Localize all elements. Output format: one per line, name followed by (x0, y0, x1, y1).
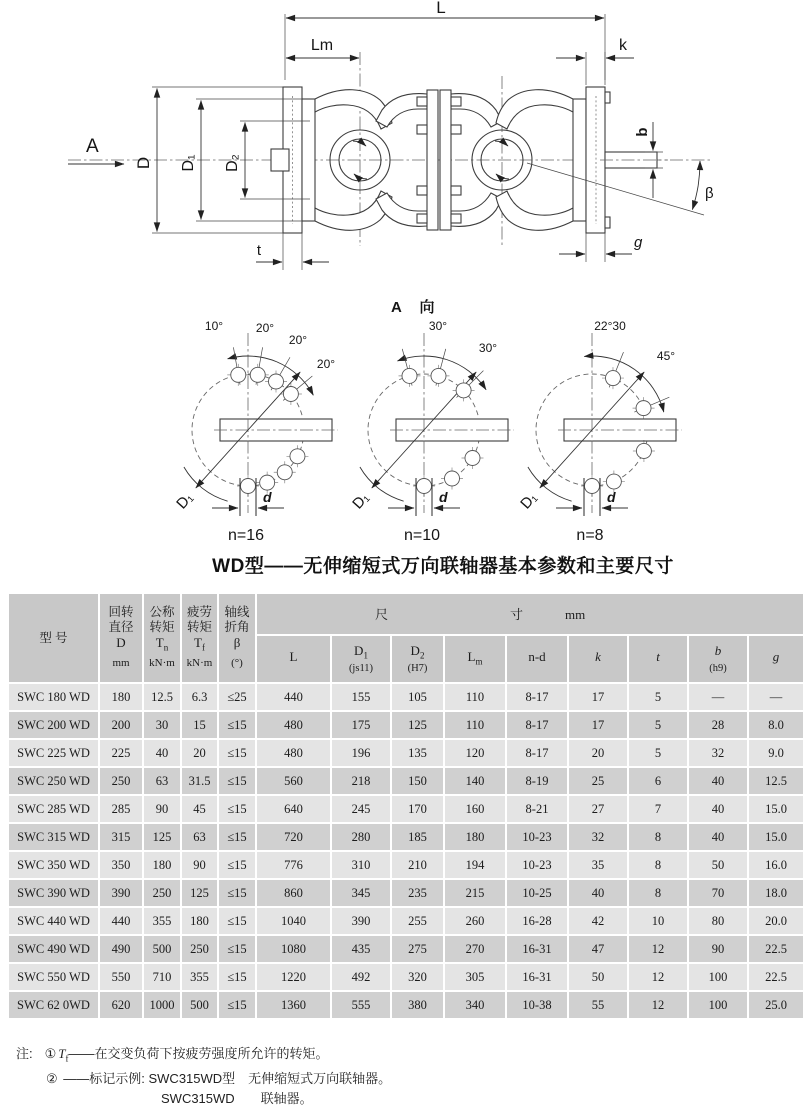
value-cell: 125 (181, 879, 218, 907)
value-cell: 5 (628, 739, 688, 767)
value-cell: 185 (391, 823, 444, 851)
value-cell: 28 (688, 711, 748, 739)
model-cell: SWC 490 WD (8, 935, 99, 963)
value-cell: 32 (568, 823, 628, 851)
value-cell: 315 (99, 823, 143, 851)
value-cell: ≤15 (218, 795, 256, 823)
table-row (8, 879, 804, 907)
col-header-k: k (568, 635, 628, 683)
dim-d-label: d (263, 489, 272, 505)
value-cell: 47 (568, 935, 628, 963)
dim-D1: D₁ (180, 154, 197, 172)
value-cell: 355 (143, 907, 181, 935)
value-cell: ≤15 (218, 963, 256, 991)
value-cell: 22.5 (748, 935, 804, 963)
value-cell: 8-21 (506, 795, 568, 823)
value-cell: 180 (181, 907, 218, 935)
bolt-hole (417, 479, 432, 494)
value-cell: 255 (391, 907, 444, 935)
value-cell: 25 (568, 767, 628, 795)
value-cell: 350 (99, 851, 143, 879)
col-header-Lm: $L_m$ (444, 635, 506, 683)
value-cell: 1040 (256, 907, 331, 935)
value-cell: 8 (628, 851, 688, 879)
col-header-axis-angle: 轴线 折角 β (°) (218, 593, 256, 683)
value-cell: 10-38 (506, 991, 568, 1019)
bolt-hole (260, 475, 275, 490)
value-cell: 120 (444, 739, 506, 767)
dim-D1-label: D₁ (173, 489, 197, 513)
value-cell: 490 (99, 935, 143, 963)
value-cell: 70 (688, 879, 748, 907)
table-row (8, 767, 804, 795)
model-cell: SWC 62 0WD (8, 991, 99, 1019)
value-cell: 250 (143, 879, 181, 907)
value-cell: — (748, 683, 804, 711)
bolt-count-caption: n=10 (403, 527, 441, 544)
value-cell: 16.0 (748, 851, 804, 879)
col-header-fatigue-torque: 疲劳 转矩 $T_f$ kN·m (181, 593, 218, 683)
table-row (8, 739, 804, 767)
value-cell: 45 (181, 795, 218, 823)
table-row (8, 963, 804, 991)
view-arrow-label: A (86, 136, 99, 157)
dim-d-label: d (607, 489, 616, 505)
value-cell: 440 (99, 907, 143, 935)
model-cell: SWC 350 WD (8, 851, 99, 879)
value-cell: 860 (256, 879, 331, 907)
value-cell: 200 (99, 711, 143, 739)
table-row (8, 851, 804, 879)
value-cell: 50 (568, 963, 628, 991)
value-cell: 63 (143, 767, 181, 795)
value-cell: 1000 (143, 991, 181, 1019)
right-hub (573, 99, 586, 221)
value-cell: 480 (256, 711, 331, 739)
value-cell: 640 (256, 795, 331, 823)
value-cell: 492 (331, 963, 391, 991)
value-cell: 270 (444, 935, 506, 963)
value-cell: 50 (688, 851, 748, 879)
value-cell: 25.0 (748, 991, 804, 1019)
dim-b: b (634, 127, 651, 137)
value-cell: 500 (181, 991, 218, 1019)
value-cell: 6.3 (181, 683, 218, 711)
value-cell: 35 (568, 851, 628, 879)
value-cell: 210 (391, 851, 444, 879)
bolt-count-caption: n=16 (227, 527, 265, 544)
angle-label: 22°30 (594, 319, 626, 333)
col-header-g: g (748, 635, 804, 683)
value-cell: 380 (391, 991, 444, 1019)
bolt-hole (250, 367, 265, 382)
value-cell: 18.0 (748, 879, 804, 907)
value-cell: 27 (568, 795, 628, 823)
model-cell: SWC 390 WD (8, 879, 99, 907)
value-cell: 196 (331, 739, 391, 767)
value-cell: 390 (331, 907, 391, 935)
table-row (8, 683, 804, 711)
value-cell: 40 (143, 739, 181, 767)
bolt-hole (605, 371, 620, 386)
value-cell: 1360 (256, 991, 331, 1019)
dim-D: D (134, 156, 153, 170)
bolt-hole (465, 451, 480, 466)
col-header-nominal-torque: 公称 转矩 $T_n$ kN·m (143, 593, 181, 683)
col-header-L: L (256, 635, 331, 683)
value-cell: 8-17 (506, 683, 568, 711)
value-cell: 8-19 (506, 767, 568, 795)
value-cell: 8.0 (748, 711, 804, 739)
value-cell: 42 (568, 907, 628, 935)
value-cell: ≤15 (218, 711, 256, 739)
value-cell: ≤15 (218, 767, 256, 795)
value-cell: 16-28 (506, 907, 568, 935)
col-header-b: b (h9) (688, 635, 748, 683)
value-cell: 500 (143, 935, 181, 963)
col-header-t: t (628, 635, 688, 683)
col-header-nd: n-d (506, 635, 568, 683)
value-cell: 160 (444, 795, 506, 823)
view-a-caption: A 向 (391, 299, 442, 316)
col-header-diameter: 回转 直径 D mm (99, 593, 143, 683)
bolt-circle-diagram (349, 319, 514, 544)
note-3: SWC315WD 联轴器。 (161, 1090, 313, 1106)
dim-d-label: d (439, 489, 448, 505)
value-cell: 135 (391, 739, 444, 767)
dim-D1-label: D₁ (349, 489, 373, 513)
bolt-count-caption: n=8 (576, 527, 604, 544)
value-cell: 55 (568, 991, 628, 1019)
value-cell: 40 (688, 823, 748, 851)
dim-D1-label: D₁ (517, 489, 541, 513)
universal-joint-drawing (0, 0, 810, 548)
value-cell: 215 (444, 879, 506, 907)
value-cell: 10 (628, 907, 688, 935)
bolt-hole (290, 449, 305, 464)
value-cell: 12 (628, 991, 688, 1019)
value-cell: 40 (688, 795, 748, 823)
value-cell: 5 (628, 683, 688, 711)
bolt-hole (277, 465, 292, 480)
value-cell: 560 (256, 767, 331, 795)
angle-label: 20° (288, 333, 308, 347)
model-cell: SWC 550 WD (8, 963, 99, 991)
col-header-D2: $D_2$ (H7) (391, 635, 444, 683)
value-cell: 275 (391, 935, 444, 963)
value-cell: 8-17 (506, 739, 568, 767)
model-cell: SWC 225 WD (8, 739, 99, 767)
value-cell: 16-31 (506, 963, 568, 991)
notes (16, 1044, 810, 1109)
dim-L: L (436, 0, 446, 17)
model-cell: SWC 285 WD (8, 795, 99, 823)
left-hub (302, 99, 315, 221)
col-header-D1: $D_1$ (js11) (331, 635, 391, 683)
angle-label: 10° (204, 319, 224, 333)
value-cell: 5 (628, 711, 688, 739)
value-cell: 345 (331, 879, 391, 907)
bolt-hole (585, 479, 600, 494)
angle-label: 30° (428, 319, 448, 333)
value-cell: 10-23 (506, 851, 568, 879)
model-cell: SWC 180 WD (8, 683, 99, 711)
value-cell: 150 (391, 767, 444, 795)
value-cell: 710 (143, 963, 181, 991)
value-cell: 480 (256, 739, 331, 767)
value-cell: 250 (99, 767, 143, 795)
value-cell: 250 (181, 935, 218, 963)
value-cell: ≤15 (218, 907, 256, 935)
value-cell: 12.5 (748, 767, 804, 795)
value-cell: 776 (256, 851, 331, 879)
value-cell: 32 (688, 739, 748, 767)
bolt-hole (231, 367, 246, 382)
dim-t: t (256, 242, 262, 259)
bolt-hole (241, 479, 256, 494)
value-cell: 194 (444, 851, 506, 879)
value-cell: ≤15 (218, 823, 256, 851)
value-cell: 63 (181, 823, 218, 851)
value-cell: 30 (143, 711, 181, 739)
value-cell: 180 (444, 823, 506, 851)
dim-D2: D₂ (224, 154, 241, 172)
table-row (8, 907, 804, 935)
value-cell: 8 (628, 879, 688, 907)
bolt-hole (431, 368, 446, 383)
col-header-model: 型 号 (8, 593, 99, 683)
angle-label: 45° (656, 349, 676, 363)
value-cell: 550 (99, 963, 143, 991)
col-header-dimensions: 尺 寸 mm (256, 593, 804, 635)
bolt-hole (636, 401, 651, 416)
value-cell: 40 (568, 879, 628, 907)
value-cell: 110 (444, 683, 506, 711)
value-cell: 10-23 (506, 823, 568, 851)
middle-flange-right (440, 90, 451, 230)
value-cell: 40 (688, 767, 748, 795)
value-cell: 1220 (256, 963, 331, 991)
value-cell: 218 (331, 767, 391, 795)
value-cell: 175 (331, 711, 391, 739)
value-cell: 260 (444, 907, 506, 935)
value-cell: ≤15 (218, 851, 256, 879)
note-2: ② ——标记示例: SWC315WD型 无伸缩短式万向联轴器。 (46, 1070, 392, 1086)
value-cell: 6 (628, 767, 688, 795)
bolt-hole (402, 368, 417, 383)
value-cell: 80 (688, 907, 748, 935)
dim-Lm: Lm (310, 37, 334, 54)
value-cell: 355 (181, 963, 218, 991)
value-cell: 320 (391, 963, 444, 991)
value-cell: 8-17 (506, 711, 568, 739)
dim-beta: β (705, 185, 714, 202)
value-cell: 140 (444, 767, 506, 795)
value-cell: ≤15 (218, 739, 256, 767)
angle-label: 20° (316, 357, 336, 371)
value-cell: 7 (628, 795, 688, 823)
value-cell: 285 (99, 795, 143, 823)
value-cell: 180 (99, 683, 143, 711)
value-cell: 20 (181, 739, 218, 767)
angle-label: 30° (478, 341, 498, 355)
value-cell: 225 (99, 739, 143, 767)
value-cell: 22.5 (748, 963, 804, 991)
dim-g: g (634, 234, 643, 251)
table-row (8, 991, 804, 1019)
bolt-hole (606, 474, 621, 489)
value-cell: 20.0 (748, 907, 804, 935)
dim-k: k (619, 37, 627, 54)
bolt-hole (636, 443, 651, 458)
value-cell: 16-31 (506, 935, 568, 963)
value-cell: 110 (444, 711, 506, 739)
value-cell: 9.0 (748, 739, 804, 767)
value-cell: 180 (143, 851, 181, 879)
value-cell: 90 (143, 795, 181, 823)
value-cell: 31.5 (181, 767, 218, 795)
bolt-circle-diagram (173, 319, 338, 544)
value-cell: 105 (391, 683, 444, 711)
bolt-circle-diagrams (173, 319, 682, 544)
bolt-hole (269, 374, 284, 389)
value-cell: 12 (628, 935, 688, 963)
value-cell: 310 (331, 851, 391, 879)
value-cell: 1080 (256, 935, 331, 963)
bolt-circle-diagram (517, 319, 682, 544)
value-cell: 170 (391, 795, 444, 823)
table-row (8, 795, 804, 823)
value-cell: 235 (391, 879, 444, 907)
model-cell: SWC 440 WD (8, 907, 99, 935)
value-cell: 280 (331, 823, 391, 851)
value-cell: ≤15 (218, 935, 256, 963)
page-title: WD型——无伸缩短式万向联轴器基本参数和主要尺寸 (212, 556, 674, 577)
value-cell: 620 (99, 991, 143, 1019)
middle-flange-left (427, 90, 438, 230)
value-cell: 10-25 (506, 879, 568, 907)
value-cell: 245 (331, 795, 391, 823)
value-cell: 435 (331, 935, 391, 963)
table-row (8, 935, 804, 963)
value-cell: 15.0 (748, 795, 804, 823)
value-cell: 155 (331, 683, 391, 711)
bolt-hole (445, 471, 460, 486)
value-cell: 305 (444, 963, 506, 991)
value-cell: 12 (628, 963, 688, 991)
value-cell: — (688, 683, 748, 711)
value-cell: 390 (99, 879, 143, 907)
value-cell: 12.5 (143, 683, 181, 711)
value-cell: 20 (568, 739, 628, 767)
table-row (8, 711, 804, 739)
value-cell: 100 (688, 963, 748, 991)
value-cell: 8 (628, 823, 688, 851)
model-cell: SWC 200 WD (8, 711, 99, 739)
value-cell: 440 (256, 683, 331, 711)
value-cell: ≤15 (218, 879, 256, 907)
value-cell: 15 (181, 711, 218, 739)
value-cell: 125 (391, 711, 444, 739)
bolt (417, 97, 427, 106)
value-cell: 17 (568, 711, 628, 739)
value-cell: ≤15 (218, 991, 256, 1019)
model-cell: SWC 315 WD (8, 823, 99, 851)
bolt-hole (283, 387, 298, 402)
value-cell: 100 (688, 991, 748, 1019)
value-cell: 125 (143, 823, 181, 851)
model-cell: SWC 250 WD (8, 767, 99, 795)
value-cell: 90 (181, 851, 218, 879)
bolt-hole (456, 383, 471, 398)
value-cell: 15.0 (748, 823, 804, 851)
value-cell: 90 (688, 935, 748, 963)
value-cell: 555 (331, 991, 391, 1019)
left-keyway (271, 149, 289, 171)
value-cell: ≤25 (218, 683, 256, 711)
value-cell: 720 (256, 823, 331, 851)
table-row (8, 823, 804, 851)
value-cell: 17 (568, 683, 628, 711)
note-1: 注: ① $T_f——$在交变负荷下按疲劳强度所允许的转矩。 (16, 1046, 329, 1064)
spec-table (7, 592, 805, 1020)
angle-label: 20° (255, 321, 275, 335)
value-cell: 340 (444, 991, 506, 1019)
